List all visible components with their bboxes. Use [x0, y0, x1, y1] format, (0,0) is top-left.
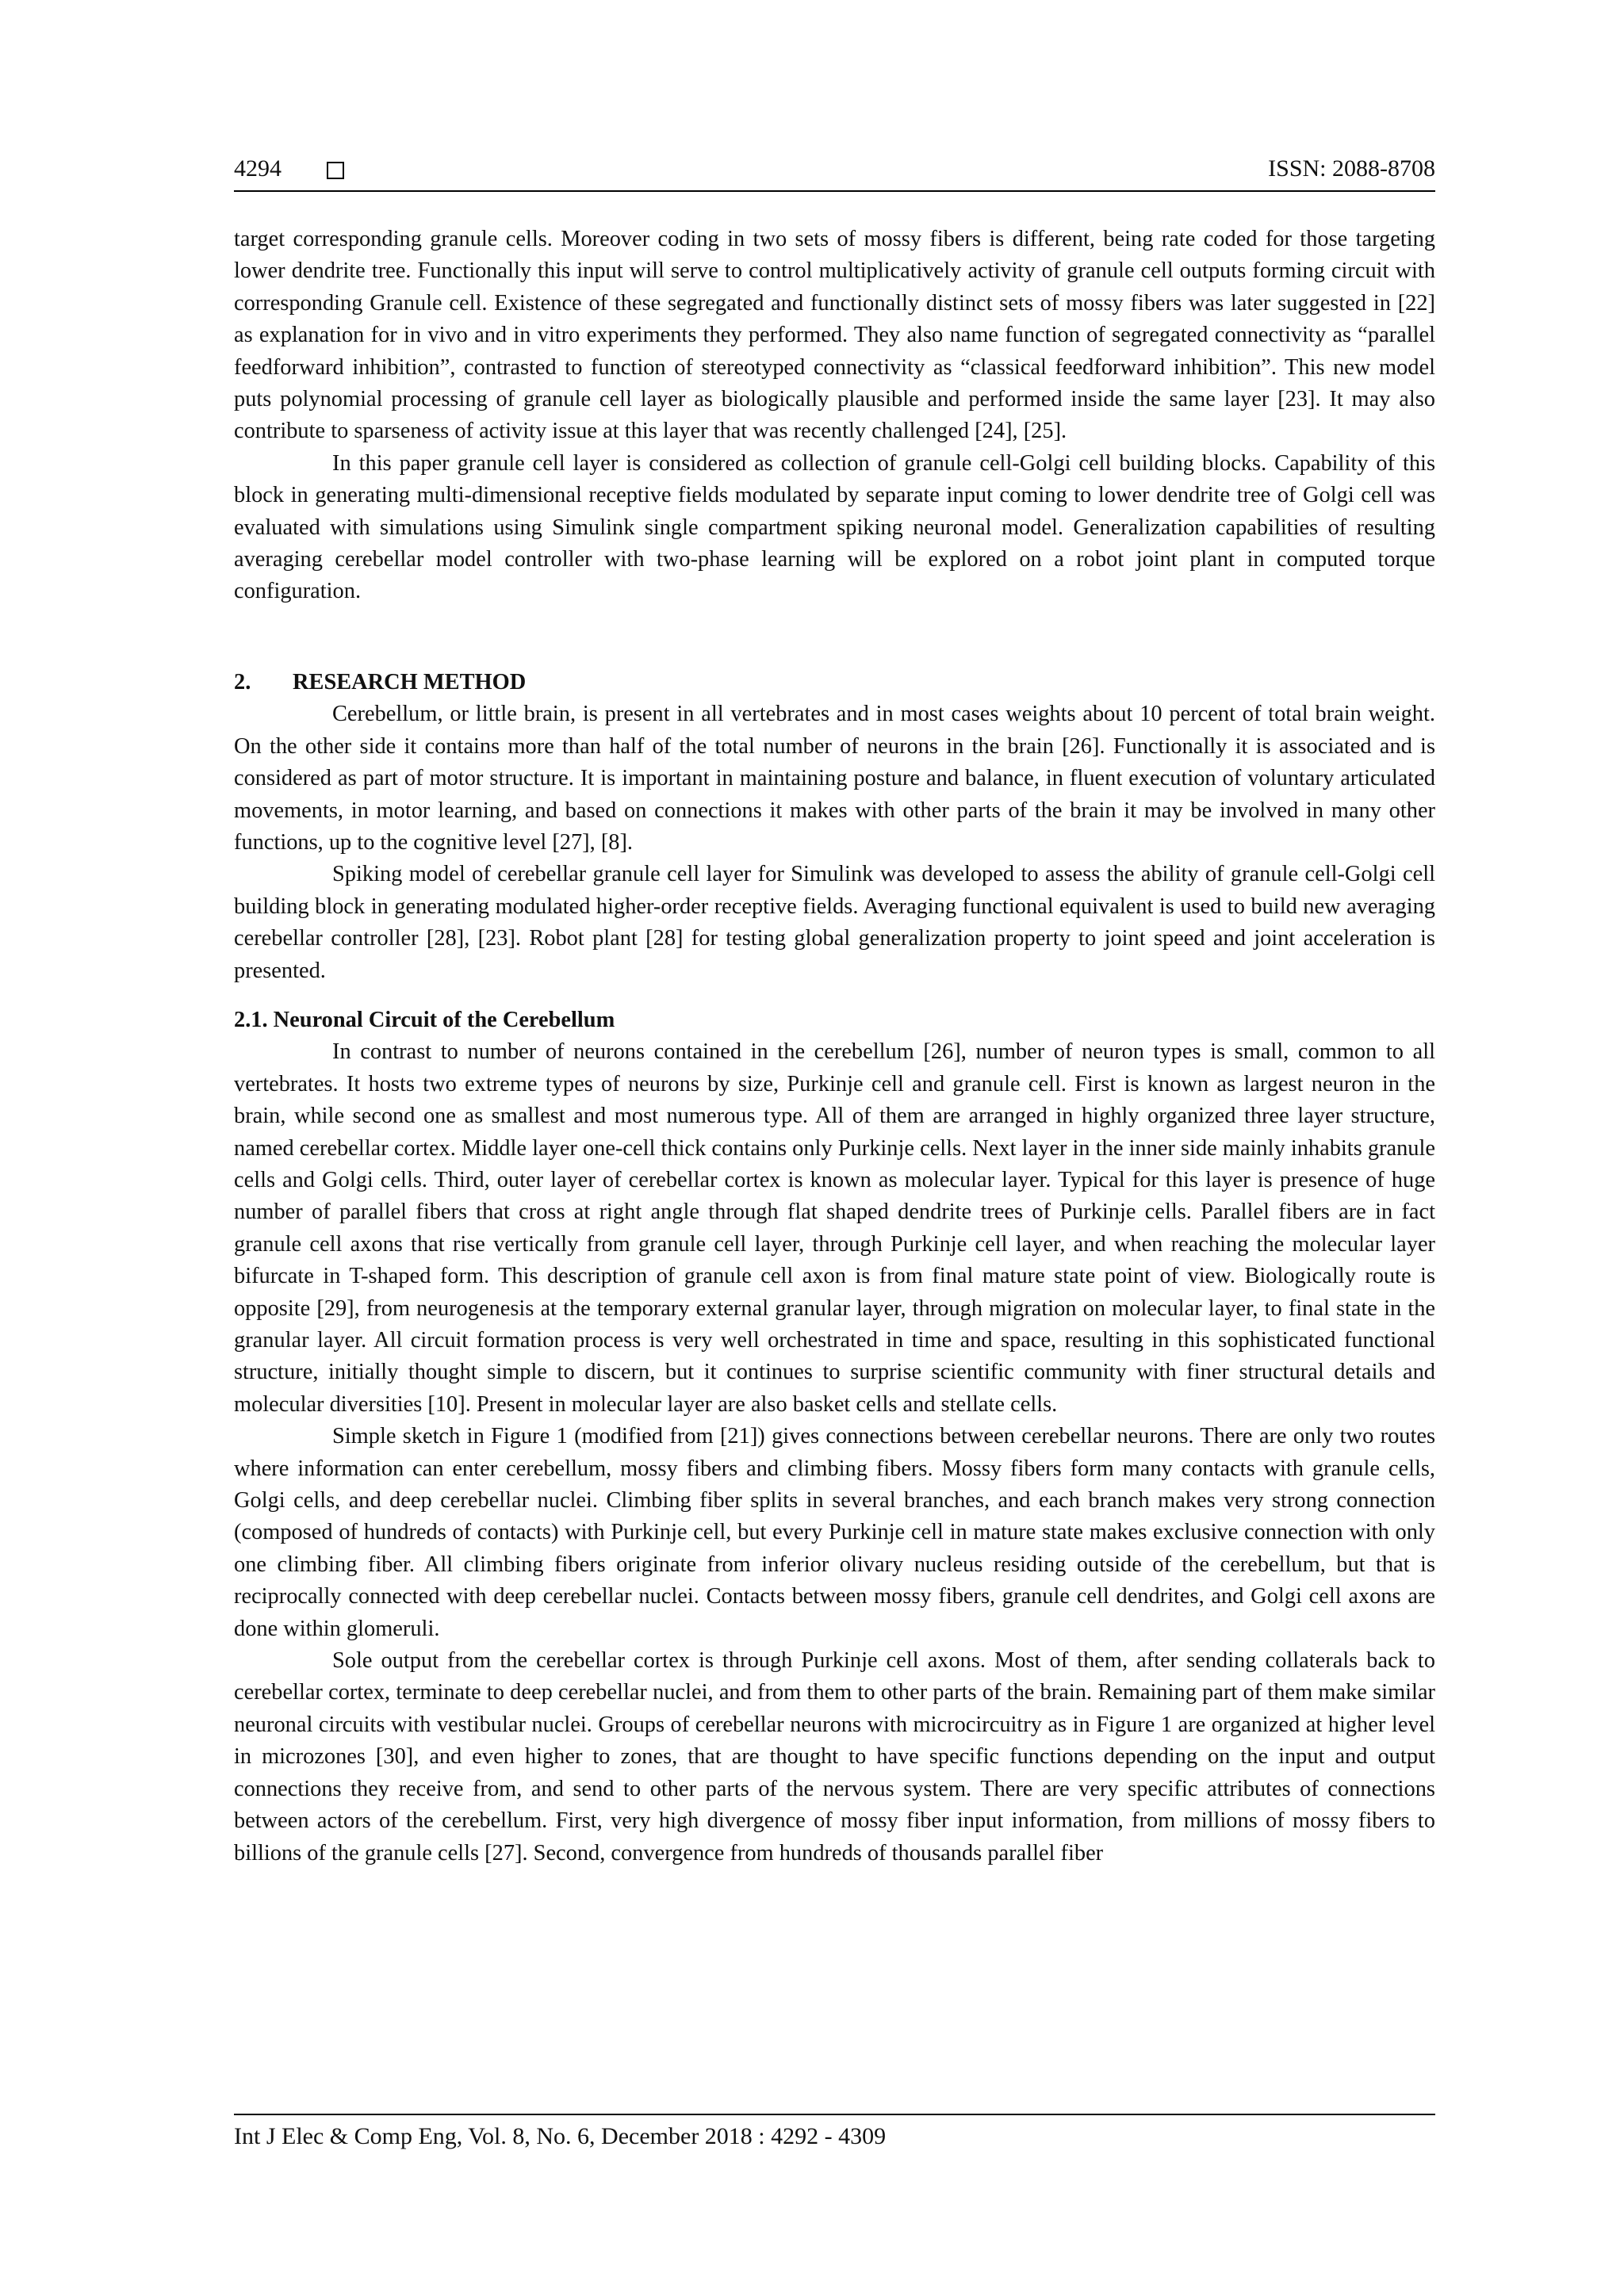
- research-method-paragraph-2: Spiking model of cerebellar granule cell layer for Simulink was developed to assess the ability of granule cell-Golgi cell building block in generating modulated higher-order receptive fields. Averaging functional equivalent is used to build new averaging cerebellar controller [28], [23]. Robot plant [28] for testing global generalization property to joint speed and joint acceleration is presented.: [234, 862, 1435, 983]
- journal-issn: ISSN: 2088-8708: [1268, 155, 1435, 182]
- research-method-paragraph-1: Cerebellum, or little brain, is present in all vertebrates and in most cases weights about 10 percent of total brain weight. On the other side it contains more than half of the total number of neurons in the brain [26]. Functionally it is associated and is considered as part of motor structure. It is important in maintaining posture and balance, in fluent execution of voluntary articulated movements, in motor learning, and based on connections it makes with other parts of the brain it may be involved in many other functions, up to the cognitive level [27], [8].: [234, 702, 1435, 855]
- intro-paragraph-scope: In this paper granule cell layer is considered as collection of granule cell-Golgi cell building blocks. Capability of this block in generating multi-dimensional receptive fields modulated by separate input coming to lower dendrite tree of Golgi cell was evaluated with simulations using Simulink single compartment spiking neuronal model. Generalization capabilities of resulting averaging cerebellar model controller with two-phase learning will be explored on a robot joint plant in computed torque configuration.: [234, 450, 1435, 604]
- subsection-heading-neuronal-circuit: 2.1. Neuronal Circuit of the Cerebellum: [234, 1007, 615, 1032]
- section-number: 2.: [234, 669, 251, 695]
- square-bullet-icon: [327, 162, 344, 179]
- neuronal-circuit-paragraph-3: Sole output from the cerebellar cortex is through Purkinje cell axons. Most of them, after sending collaterals back to cerebellar cortex, terminate to deep cerebellar nuclei, and from them to other parts of the brain. Remaining part of them make similar neuronal circuits with vestibular nuclei. Groups of cerebellar neurons with microcircuitry as in Figure 1 are organized at higher level in microzones [30], and even higher to zones, that are thought to have specific functions depending on the input and output connections they receive from, and send to other parts of the nervous system. There are very specific attributes of connections between actors of the cerebellum. First, very high divergence of mossy fiber input information, from millions of mossy fibers to billions of the granule cells [27]. Second, convergence from hundreds of thousands parallel fiber: [234, 1648, 1435, 1866]
- article-body: [234, 224, 1435, 1869]
- section-title: RESEARCH METHOD: [293, 669, 527, 695]
- page-header: [234, 155, 1435, 192]
- journal-citation: Int J Elec & Comp Eng, Vol. 8, No. 6, December 2018 : 4292 - 4309: [234, 2123, 887, 2149]
- page-number: 4294: [234, 155, 282, 182]
- section-heading-research-method: [234, 667, 1435, 698]
- neuronal-circuit-paragraph-1: In contrast to number of neurons contained in the cerebellum [26], number of neuron types is small, common to all vertebrates. It hosts two extreme types of neurons by size, Purkinje cell and granule cell. First is known as largest neuron in the brain, while second one as smallest and most numerous type. All of them are arranged in highly organized three layer structure, named cerebellar cortex. Middle layer one-cell thick contains only Purkinje cells. Next layer in the inner side mainly inhabits granule cells and Golgi cells. Third, outer layer of cerebellar cortex is known as molecular layer. Typical for this layer is presence of huge number of parallel fibers that cross at right angle through flat shaped dendrite trees of Purkinje cells. Parallel fibers are in fact granule cell axons that rise vertically from granule cell layer, through Purkinje cell layer, and when reaching the molecular layer bifurcate in T-shaped form. This description of granule cell axon is from final mature state point of view. Biologically route is opposite [29], from neurogenesis at the temporary external granular layer, through migration on molecular layer, to final state in the granular layer. All circuit formation process is very well orchestrated in time and space, resulting in this sophisticated functional structure, initially thought simple to discern, but it continues to surprise scientific community with finer structural details and molecular diversities [10]. Present in molecular layer are also basket cells and stellate cells.: [234, 1039, 1435, 1417]
- intro-paragraph-continued: target corresponding granule cells. Moreover coding in two sets of mossy fibers is different, being rate coded for those targeting lower dendrite tree. Functionally this input will serve to control multiplicatively activity of granule cell outputs forming circuit with corresponding Granule cell. Existence of these segregated and functionally distinct sets of mossy fibers was later suggested in [22] as explanation for in vivo and in vitro experiments they performed. They also name function of segregated connectivity as “parallel feedforward inhibition”, contrasted to function of stereotyped connectivity as “classical feedforward inhibition”. This new model puts polynomial processing of granule cell layer as biologically plausible and performed inside the same layer [23]. It may also contribute to sparseness of activity issue at this layer that was recently challenged [24], [25].: [234, 227, 1435, 444]
- neuronal-circuit-paragraph-2: Simple sketch in Figure 1 (modified from [21]) gives connections between cerebellar neurons. There are only two routes where information can enter cerebellum, mossy fibers and climbing fibers. Mossy fibers form many contacts with granule cells, Golgi cells, and deep cerebellar nuclei. Climbing fiber splits in several branches, and each branch makes very strong connection (composed of hundreds of contacts) with Purkinje cell, but every Purkinje cell in mature state makes exclusive connection with only one climbing fiber. All climbing fibers originate from inferior olivary nucleus residing outside of the cerebellum, but that is reciprocally connected with deep cerebellar nuclei. Contacts between mossy fibers, granule cell dendrites, and Golgi cell axons are done within glomeruli.: [234, 1424, 1435, 1641]
- page-footer: [234, 2114, 1435, 2150]
